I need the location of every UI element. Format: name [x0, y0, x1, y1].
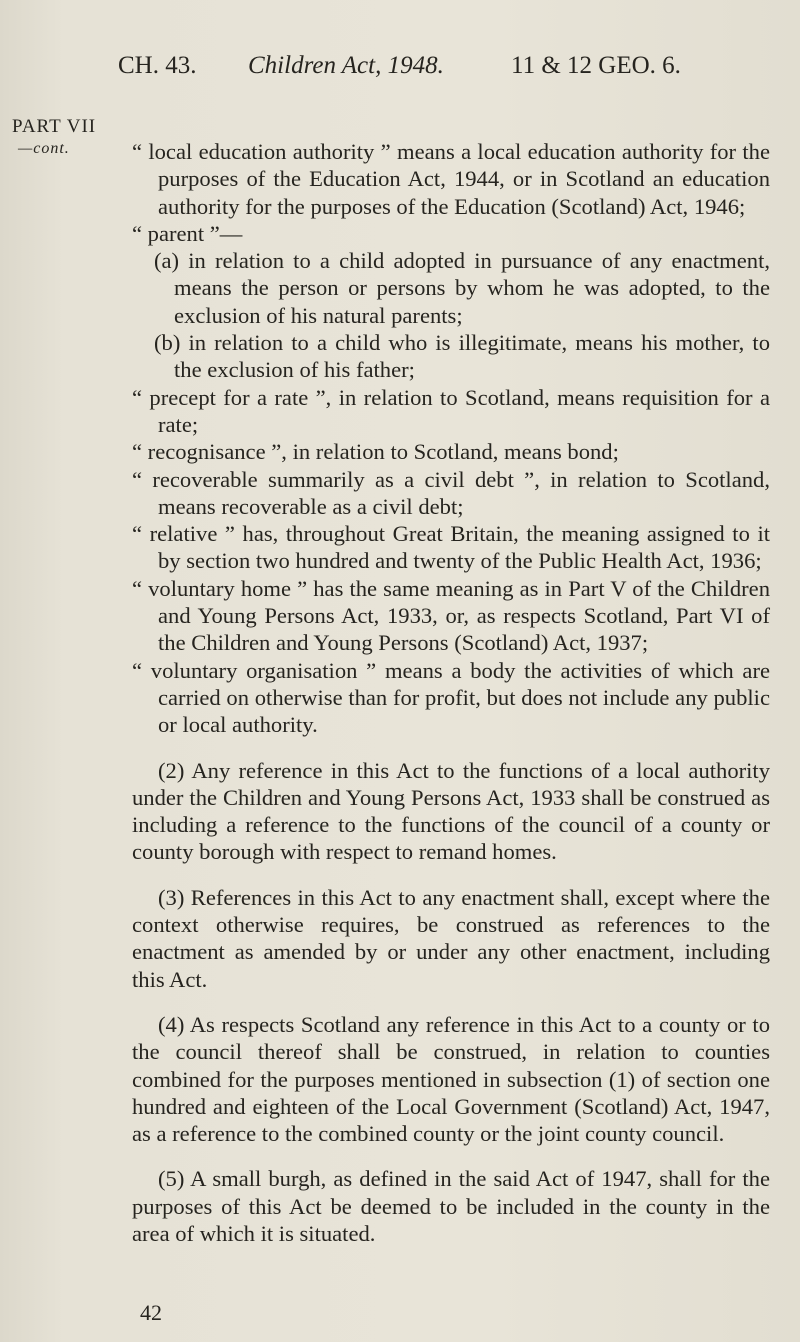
- subsection-4: (4) As respects Scotland any reference in this Act to a county or to the council thereof shall be construed, in relation to counties combined for the purposes mentioned in subsection (1) of section one hundred and eighteen of the Local Government (Scotland) Act, 1947, as a reference to the combined county or the joint county council.: [132, 1011, 770, 1147]
- page-number: 42: [140, 1300, 162, 1325]
- definition-precept: “ precept for a rate ”, in relation to Scotland, means requisition for a rate;: [132, 384, 770, 437]
- definition-relative: “ relative ” has, throughout Great Britain, the meaning assigned to it by section two hundred and twenty of the Public Health Act, 1936;: [132, 521, 770, 574]
- definition-recoverable: “ recoverable summarily as a civil debt ”, in relation to Scotland, means recoverable as a civil debt;: [132, 466, 770, 519]
- margin-note: [12, 116, 96, 160]
- subsection-2: (2) Any reference in this Act to the functions of a local authority under the Children and Young Persons Act, 1933 shall be construed as including a reference to the functions of the council of a county or county borough with respect to remand homes.: [132, 757, 770, 865]
- definition-parent: “ parent ”—: [132, 220, 243, 246]
- definition-voluntary-home: “ voluntary home ” has the same meaning as in Part V of the Children and Young Persons Act, 1933, or, as respects Scotland, Part VI of the Children and Young Persons (Scotland) Act, 1937;: [132, 575, 770, 656]
- subsection-3: (3) References in this Act to any enactment shall, except where the context otherwise requires, be construed as references to the enactment as amended by or under any other enactment, including this Act.: [132, 884, 770, 992]
- body-text: [132, 138, 770, 1247]
- definition-local-education-authority: “ local education authority ” means a local education authority for the purposes of the Education Act, 1944, or in Scotland an education authority for the purposes of the Education (Scotland) Act, 1946;: [132, 139, 770, 219]
- definition-voluntary-organisation: “ voluntary organisation ” means a body the activities of which are carried on otherwise than for profit, but does not include any public or local authority.: [132, 657, 770, 738]
- parent-item-b: (b) in relation to a child who is illegitimate, means his mother, to the exclusion of his father;: [154, 330, 770, 383]
- margin-cont: —cont.: [18, 140, 70, 157]
- header-title: Children Act, 1948.: [248, 52, 444, 79]
- header-chapter: CH. 43.: [118, 52, 197, 79]
- parent-item-a: (a) in relation to a child adopted in pursuance of any enactment, means the person or persons by whom he was adopted, to the exclusion of his natural parents;: [154, 248, 770, 328]
- definition-recognisance: “ recognisance ”, in relation to Scotland, means bond;: [132, 439, 619, 465]
- header-regnal-year: 11 & 12 GEO. 6.: [511, 52, 681, 79]
- margin-part: PART VII: [12, 116, 97, 137]
- subsection-5: (5) A small burgh, as defined in the said Act of 1947, shall for the purposes of this Act be deemed to be included in the county in the area of which it is situated.: [132, 1166, 770, 1246]
